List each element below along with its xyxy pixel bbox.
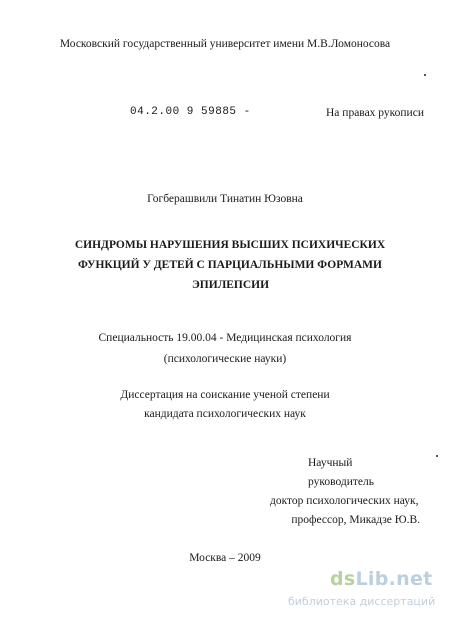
watermark-subtitle: библиотека диссертаций	[288, 595, 436, 608]
title-line: СИНДРОМЫ НАРУШЕНИЯ ВЫСШИХ ПСИХИЧЕСКИХ	[74, 239, 386, 251]
degree-line: Диссертация на соискание ученой степени	[120, 389, 330, 401]
degree-block	[0, 386, 450, 424]
author-name: Гогберашвили Тинатин Юзовна	[147, 193, 303, 205]
place-year: Москва – 2009	[189, 552, 261, 564]
watermark-logo-prefix: ds	[330, 568, 356, 590]
dissertation-title	[60, 235, 400, 295]
advisor-name: профессор, Микадзе Ю.В.	[291, 514, 420, 526]
specialty-field: (психологические науки)	[163, 353, 287, 365]
specialty-block	[0, 328, 450, 370]
registration-number: 04.2.00 9 59885 -	[130, 106, 251, 118]
university-name: Московский государственный университет имени М.В.Ломоносова	[59, 38, 391, 50]
scan-mark	[424, 74, 426, 76]
advisor-role: Научный руководитель	[308, 457, 374, 488]
degree-name: кандидата психологических наук	[144, 408, 306, 420]
watermark-logo	[330, 568, 433, 590]
advisor-degree: доктор психологических наук,	[270, 495, 419, 507]
advisor-block	[270, 454, 420, 530]
title-line: ФУНКЦИЙ У ДЕТЕЙ С ПАРЦИАЛЬНЫМИ ФОРМАМИ	[78, 259, 382, 271]
watermark-logo-rest: Lib.net	[355, 568, 433, 590]
scan-mark	[436, 455, 438, 457]
specialty-line: Специальность 19.00.04 - Медицинская психология	[98, 332, 352, 344]
manuscript-note: На правах рукописи	[326, 107, 424, 119]
title-line: ЭПИЛЕПСИИ	[192, 279, 270, 291]
